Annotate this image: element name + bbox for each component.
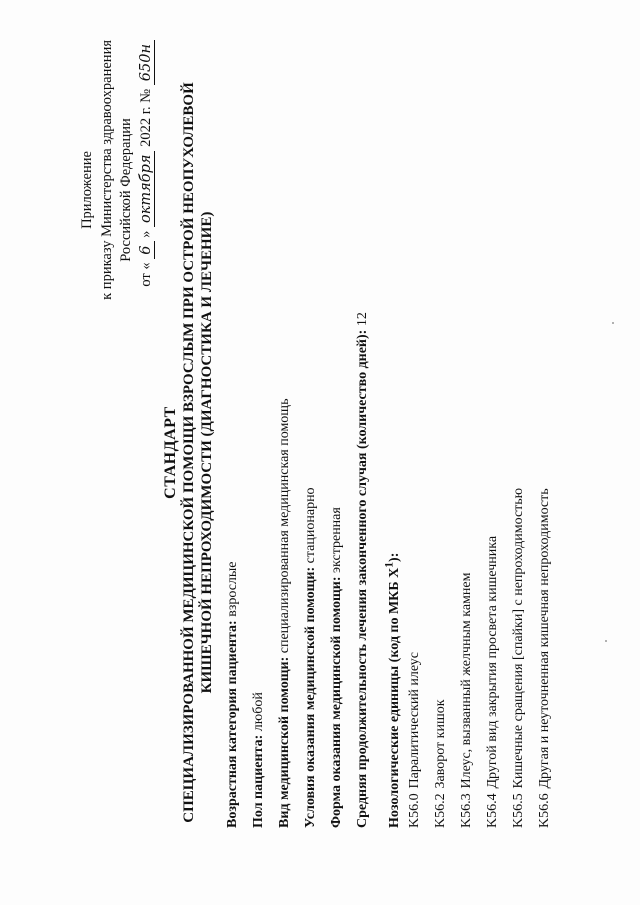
appendix-line-1: к приказу Министерства здравоохранения (98, 40, 115, 300)
nosology-heading: Нозологические единицы (код по МКБ $X^1$): (382, 552, 402, 828)
nosology-code: K56.2 (433, 793, 448, 828)
nosology-name: Паралитический илеус (407, 652, 422, 789)
scan-speck (612, 322, 614, 324)
date-day: 6 (138, 242, 155, 259)
field-sex: Пол пациента: любой (251, 692, 266, 828)
standard-subtitle-1: СПЕЦИАЛИЗИРОВАННОЙ МЕДИЦИНСКОЙ ПОМОЩИ ВЗРОСЛЫМ ПРИ ОСТРОЙ НЕОПУХОЛЕВОЙ (181, 82, 197, 823)
standard-subtitle-2: КИШЕЧНОЙ НЕПРОХОДИМОСТИ (ДИАГНОСТИКА И ЛЕЧЕНИЕ) (199, 211, 215, 694)
nosology-code: K56.0 (407, 793, 422, 828)
field-care-form: Форма оказания медицинской помощи: экстренная (329, 507, 344, 828)
date-month: октября (138, 151, 155, 227)
field-treatment-duration: Средняя продолжительность лечения законченного случая (количество дней): 12 (355, 312, 370, 828)
field-care-type: Вид медицинской помощи: специализированная медицинская помощь (277, 398, 292, 828)
nosology-code: K56.4 (485, 793, 500, 828)
standard-body (220, 28, 558, 828)
nosology-item (532, 28, 558, 828)
nosology-code: K56.6 (537, 793, 552, 828)
nosology-item (402, 28, 428, 828)
nosology-item (480, 28, 506, 828)
field-age-category: Возрастная категория пациента: взрослые (225, 561, 240, 828)
standard-title: СТАНДАРТ (162, 406, 179, 499)
nosology-name: Илеус, вызванный желчным камнем (459, 572, 474, 789)
nosology-name: Другая и неуточненная кишечная непроходимость (537, 488, 552, 789)
date-prefix: от « (137, 262, 154, 287)
appendix-block (78, 40, 156, 340)
nosology-code: K56.3 (459, 793, 474, 828)
nosology-code: K56.5 (511, 793, 526, 828)
nosology-item (506, 28, 532, 828)
date-year: 2022 г. № (137, 88, 154, 147)
nosology-name: Другой вид закрытия просвета кишечника (485, 535, 500, 789)
nosology-item (454, 28, 480, 828)
field-care-conditions: Условия оказания медицинской помощи: стационарно (303, 487, 318, 828)
nosology-name: Кишечные сращения [спайки] с непроходимостью (511, 487, 526, 789)
order-number: 650н (138, 40, 155, 85)
appendix-heading: Приложение (79, 151, 95, 229)
nosology-name: Заворот кишок (433, 699, 448, 789)
appendix-date-line (137, 40, 157, 340)
date-sep: » (137, 230, 154, 238)
appendix-line-2: Российской Федерации (118, 118, 134, 262)
nosology-item (428, 28, 454, 828)
scan-speck (605, 640, 607, 642)
